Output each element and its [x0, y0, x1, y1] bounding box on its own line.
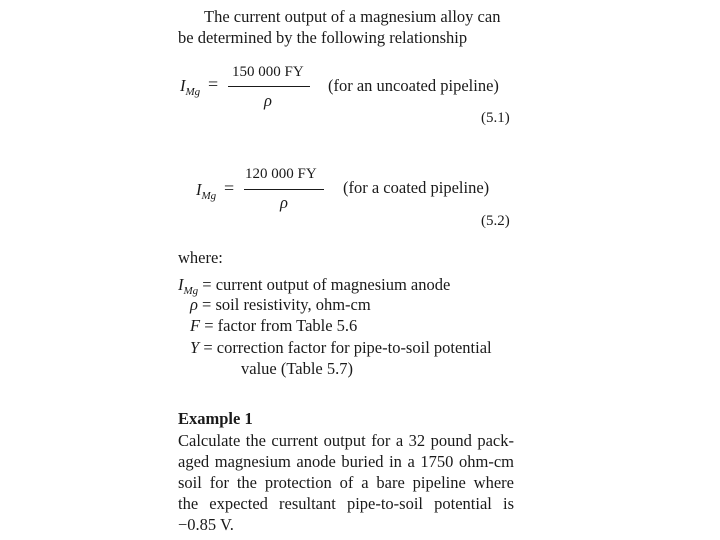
- eq2-lhs-subscript: Mg: [201, 190, 217, 202]
- eq2-number: (5.2): [481, 213, 510, 229]
- def-text: = soil resistivity, ohm-cm: [202, 295, 371, 314]
- where-def-row: [190, 316, 357, 336]
- where-def-continuation: value (Table 5.7): [241, 359, 354, 378]
- eq2-denominator: ρ: [280, 193, 288, 212]
- eq1-lhs-symbol: I: [180, 76, 186, 95]
- eq1-denominator: ρ: [264, 91, 272, 110]
- def-symbol: I: [178, 275, 184, 294]
- intro-line-2: be determined by the following relationship: [178, 28, 468, 47]
- where-def-row: [190, 338, 492, 358]
- eq1-lhs: [180, 76, 200, 102]
- eq2-condition: (for a coated pipeline): [343, 178, 490, 197]
- example-line: aged magnesium anode buried in a 1750 ohm-cm: [178, 452, 514, 471]
- eq1-fraction-bar: [228, 86, 310, 87]
- eq2-equals: =: [224, 178, 235, 198]
- def-symbol: ρ: [190, 295, 198, 314]
- example-last-line: −0.85 V.: [178, 515, 234, 534]
- eq2-lhs-symbol: I: [196, 180, 202, 199]
- where-heading: where:: [178, 248, 223, 267]
- def-text: = correction factor for pipe-to-soil potential: [203, 338, 492, 357]
- example-title: Example 1: [178, 409, 253, 428]
- eq2-lhs: [196, 180, 216, 206]
- eq1-condition: (for an uncoated pipeline): [328, 76, 499, 95]
- example-line: Calculate the current output for a 32 pound pack-: [178, 431, 514, 450]
- eq1-number: (5.1): [481, 110, 510, 126]
- eq1-lhs-subscript: Mg: [185, 86, 201, 98]
- eq2-fraction-bar: [244, 189, 324, 190]
- def-subscript: Mg: [183, 285, 199, 297]
- def-text: = factor from Table 5.6: [204, 316, 358, 335]
- def-text: = current output of magnesium anode: [202, 275, 451, 294]
- eq2-numerator: 120 000 FY: [245, 166, 317, 182]
- def-symbol: Y: [190, 338, 200, 357]
- eq1-numerator: 150 000 FY: [232, 64, 304, 80]
- intro-line-1: The current output of a magnesium alloy can: [204, 7, 501, 26]
- def-symbol: F: [190, 316, 201, 335]
- example-line: the expected resultant pipe-to-soil potential is: [178, 494, 514, 513]
- where-def-row: [190, 295, 371, 315]
- example-line: soil for the protection of a bare pipeline where: [178, 473, 514, 492]
- eq1-equals: =: [208, 74, 219, 94]
